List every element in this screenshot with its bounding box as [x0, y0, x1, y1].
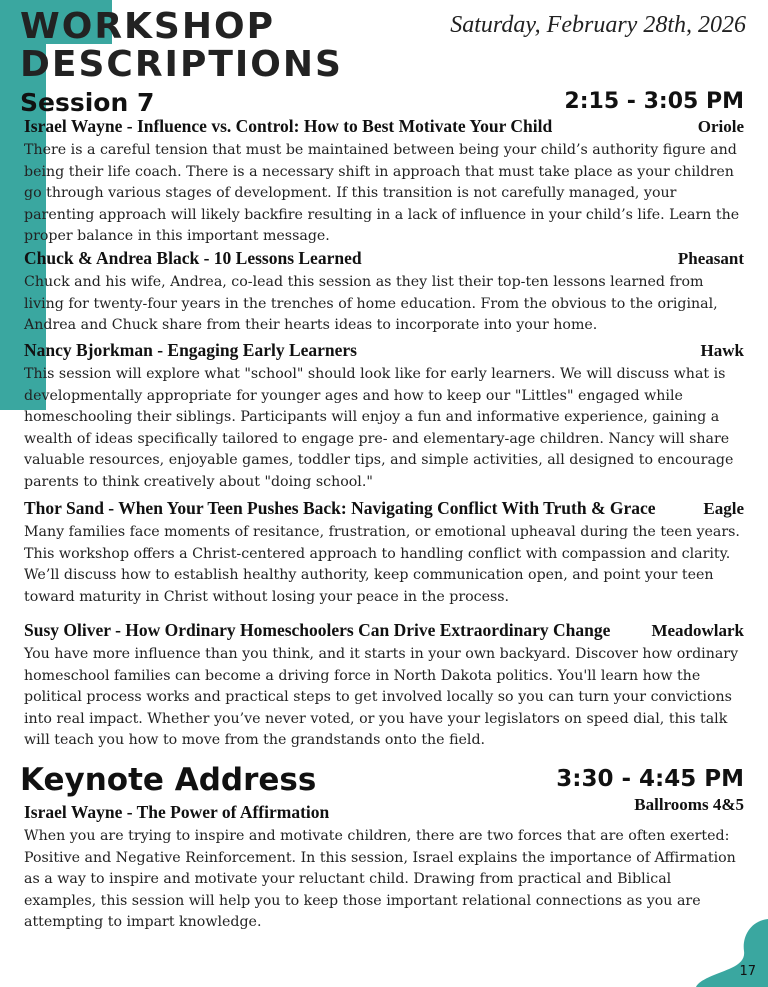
keynote-title: Israel Wayne - The Power of Affirmation — [24, 802, 330, 822]
keynote-time: 3:30 - 4:45 PM — [556, 766, 744, 792]
event-date: Saturday, February 28th, 2026 — [450, 12, 746, 38]
workshop-title: Israel Wayne - Influence vs. Control: How to Best Motivate Your Child — [24, 116, 553, 136]
workshop-room: Hawk — [700, 341, 744, 360]
workshop-item — [24, 340, 744, 493]
workshop-description: Many families face moments of resitance, frustration, or emotional upheaval during the teen years. This workshop offers a Christ-centered approach to handling conflict with compassion and clarity. We’ll discuss how to establish healthy authority, keep communication open, and point your teen toward maturity in Christ without losing your peace in the process. — [24, 524, 740, 605]
workshop-item — [24, 116, 744, 248]
workshop-item — [24, 248, 744, 337]
workshop-room: Oriole — [697, 117, 744, 136]
session-time: 2:15 - 3:05 PM — [564, 89, 744, 114]
keynote-item — [24, 795, 744, 934]
workshop-item — [24, 498, 744, 608]
keynote-description: When you are trying to inspire and motivate children, there are two forces that are often exerted: Positive and Negative Reinforcement. In this session, Israel explains the importance of Affirmation as a way to inspire and motivate your reluctant child. Drawing from practical and Biblical examples, this session will help you to keep those important relational connections as you are attempting to impart knowledge. — [24, 828, 736, 930]
workshop-room: Meadowlark — [651, 621, 744, 640]
keynote-heading: Keynote Address — [20, 762, 317, 798]
title-line-2: DESCRIPTIONS — [20, 44, 343, 85]
page-number: 17 — [739, 964, 756, 979]
workshop-title: Susy Oliver - How Ordinary Homeschoolers Can Drive Extraordinary Change — [24, 620, 611, 640]
session-heading: Session 7 — [20, 88, 155, 117]
keynote-room: Ballrooms 4&5 — [634, 795, 744, 814]
workshop-description: Chuck and his wife, Andrea, co-lead this session as they list their top-ten lessons learned from living for twenty-four years in the trenches of home education. From the obvious to the original, Andrea and Chuck share from their hearts ideas to incorporate into your home. — [24, 274, 718, 333]
page-title — [20, 8, 343, 84]
workshop-description: This session will explore what "school" should look like for early learners. We will discuss what is developmentally appropriate for younger ages and how to keep our "Littles" engaged while homeschooling their siblings. Participants will enjoy a fun and informative experience, gaining a wealth of ideas specifically tailored to engage pre- and elementary-age children. Nancy will share valuable resources, enjoyable games, toddler tips, and simple activities, all designed to encourage parents to think creatively about "doing school." — [24, 366, 734, 490]
workshop-item — [24, 620, 744, 752]
workshop-description: There is a careful tension that must be maintained between being your child’s authority figure and being their life coach. There is a necessary shift in approach that must take place as your children go through various stages of development. If this transition is not carefully managed, your parenting approach will likely backfire resulting in a lack of influence in your child’s life. Learn the proper balance in this important message. — [24, 142, 740, 244]
workshop-room: Pheasant — [677, 249, 744, 268]
workshop-room: Eagle — [703, 499, 744, 518]
workshop-title: Thor Sand - When Your Teen Pushes Back: Navigating Conflict With Truth & Grace — [24, 498, 656, 518]
workshop-title: Nancy Bjorkman - Engaging Early Learners — [24, 340, 357, 360]
workshop-description: You have more influence than you think, and it starts in your own backyard. Discover how ordinary homeschool families can become a driving force in North Dakota politics. You'll learn how the political process works and practical steps to get involved locally so you can turn your convictions into real impact. Whether you’ve never voted, or you have your legislators on speed dial, this talk will teach you how to move from the grandstands onto the field. — [24, 646, 739, 748]
title-line-1: WORKSHOP — [20, 6, 275, 47]
workshop-title: Chuck & Andrea Black - 10 Lessons Learned — [24, 248, 362, 268]
